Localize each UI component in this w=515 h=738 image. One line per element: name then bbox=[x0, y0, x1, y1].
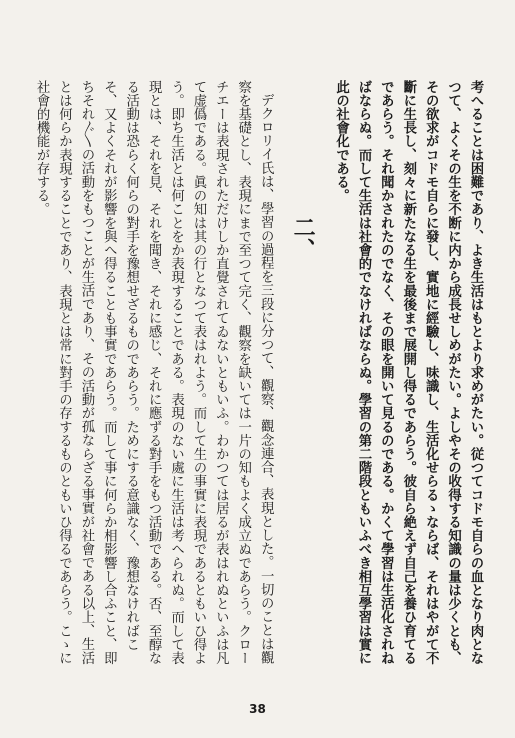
vertical-text-block bbox=[25, 80, 487, 675]
paragraph-1: 考へることは困難であり、よき生活はもとより求めがたい。従つてコドモ自らの血となり肉となつて、よくその生を不断に内から成長せしめがたい。よしやその收得する知識の量は少くとも、その欲求がコドモ自らに發し、實地に經驗し、味識し、生活化せらるゝならば、それはやがて不斷に生長し、刻々に新たなる生を最後まで展開し得るであらう。彼自ら絶えず自己を養ひ育てるであらう。それ聞かされたのでなく、その眼を開いて見るのである。かくて學習は生活化されねばならぬ。而して生活は社會的でなければならぬ。學習の第二階段ともいふべき相互學習は實に此の社會化である。 bbox=[333, 80, 484, 665]
paragraph-2: デクロリイ氏は、學習の過程を三段に分つて、觀察、觀念連合、表現とした。一切のことは觀察を基礎とし、表現にまで至つて完く、觀察を缺いては一片の知もよく成立ぬであらう。クローチエーは表現されただけしか直覺されてゐないともいふ。わかつては居るが表はれぬといふは凡て虚僞である。眞の知は其の行となつて表はれよう。而して生の事實に表現であるともいひ得よう。即ち生活とは何ことをか表現することである。表現のない處に生活は考へられぬ。而して表現とは、それを見、それを聞き、それに感じ、それに應ずる對手をもつ活動である。否、至醇なる活動は恐らく何らの對手を豫想せざるものであらう。ためにする意識なく、豫想なければこそ、又よくそれが影響を與へ得ることも事實であらう。而して事に何らか相影響し合ふこと、即ちそれ〴〵の活動をもつことが生活であり、その活動が孤ならざる事實が社會である以上、生活とは何らか表現することであり、表現とは常に對手の存するものともいひ得るであらう。こゝに社會的機能が存する。 bbox=[34, 80, 274, 665]
page-number: 38 bbox=[249, 702, 266, 716]
section-heading: 二、 bbox=[290, 216, 317, 261]
